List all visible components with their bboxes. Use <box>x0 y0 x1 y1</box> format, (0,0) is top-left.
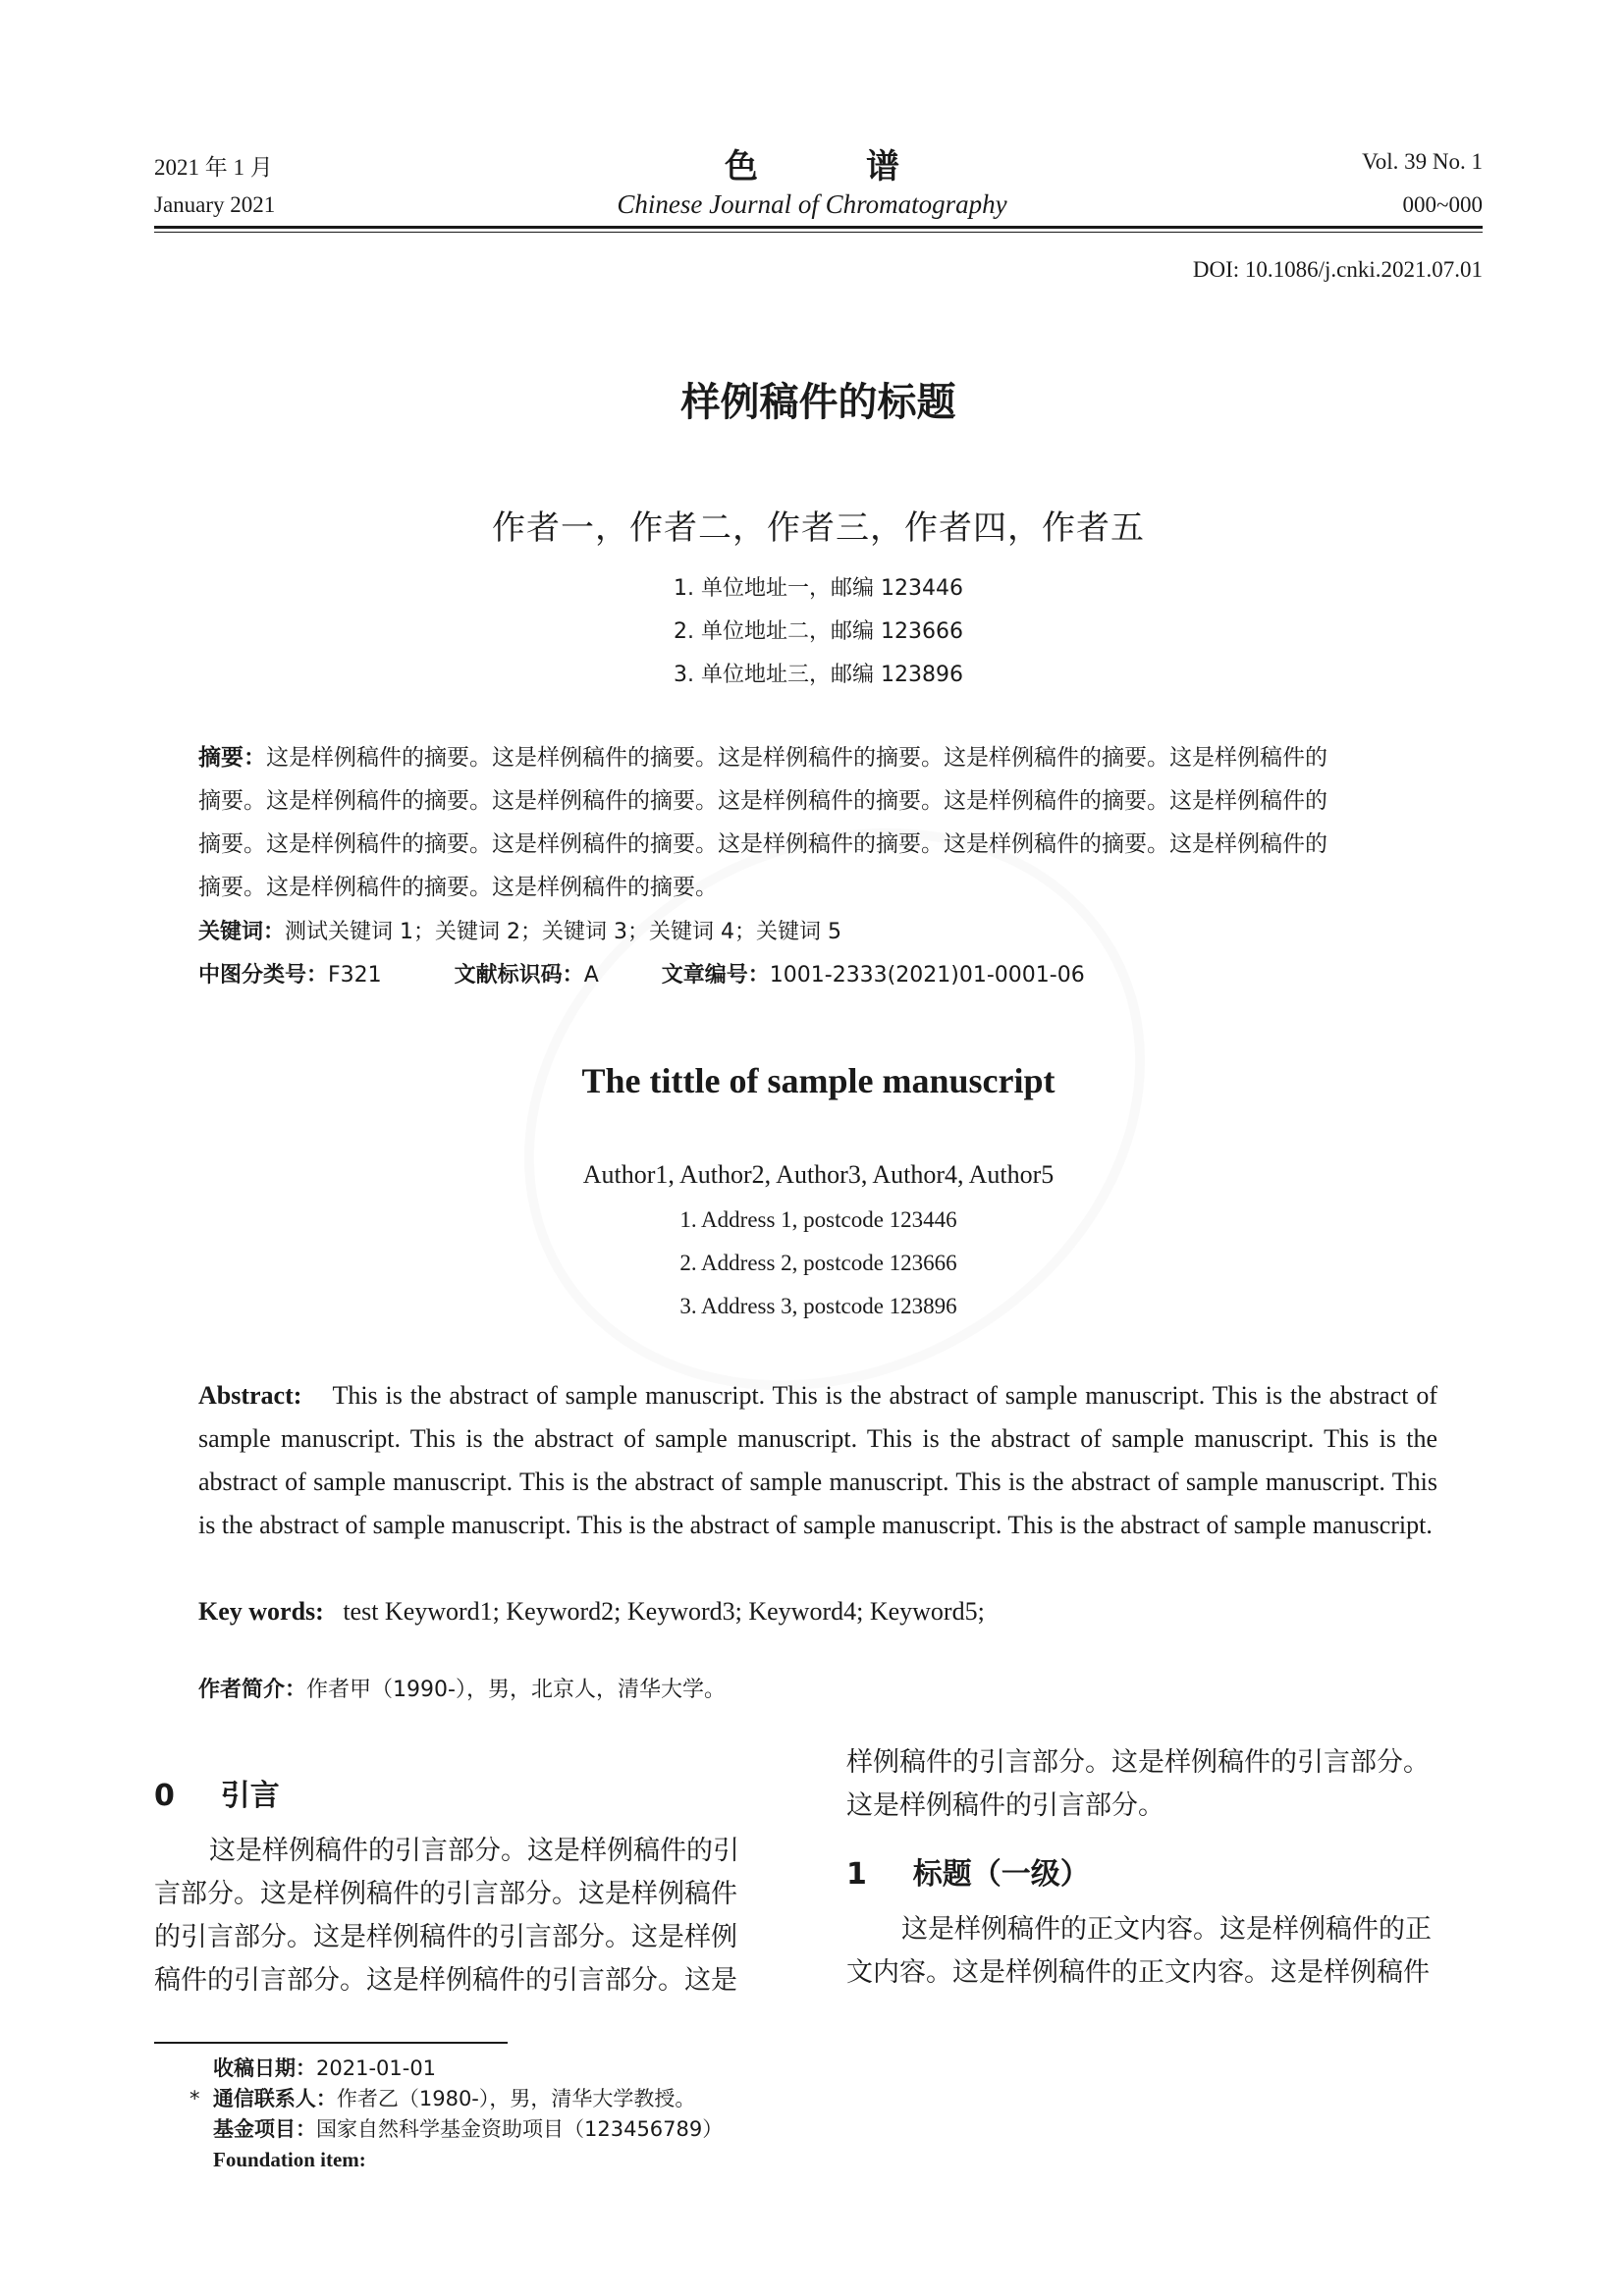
footnote-corresponding: * 通信联系人：作者乙（1980-），男，清华大学教授。 <box>189 2087 696 2110</box>
section-1-number: 1 <box>846 1857 867 1892</box>
section-0-heading <box>154 1771 280 1814</box>
header-date-en: January 2021 <box>154 192 276 217</box>
article-number-value: 1001-2333(2021)01-0001-06 <box>769 963 1085 988</box>
footnote-received: 收稿日期：2021-01-01 <box>213 2056 437 2080</box>
header-rule-top <box>154 226 1483 229</box>
header-pages: 000~000 <box>1402 192 1483 217</box>
section-1-heading <box>846 1849 1090 1893</box>
footnote-asterisk: * <box>189 2087 200 2110</box>
section-1-line-2: 文内容。这是样例稿件的正文内容。这是样例稿件 <box>846 1957 1430 1988</box>
header-rule-bottom <box>154 232 1483 233</box>
intro-cont-line-1: 样例稿件的引言部分。这是样例稿件的引言部分。 <box>846 1747 1430 1778</box>
abstract-cn-line-2: 摘要。这是样例稿件的摘要。这是样例稿件的摘要。这是样例稿件的摘要。这是样例稿件的摘要。这是样例稿件的 <box>198 788 1327 814</box>
keywords-en-value: test Keyword1; Keyword2; Keyword3; Keyword4; Keyword5; <box>343 1597 985 1626</box>
section-0-title: 引言 <box>220 1779 280 1813</box>
doi: DOI: 10.1086/j.cnki.2021.07.01 <box>1192 257 1483 282</box>
clc-label: 中图分类号： <box>198 963 329 988</box>
keywords-cn-value: 测试关键词 1；关键词 2；关键词 3；关键词 4；关键词 5 <box>285 920 841 944</box>
doc-code-label: 文献标识码： <box>454 963 584 988</box>
section-0-number: 0 <box>154 1779 175 1813</box>
footnote-rule <box>154 2042 508 2044</box>
classification-line <box>198 958 1465 988</box>
section-1-line-1: 这是样例稿件的正文内容。这是样例稿件的正 <box>901 1914 1432 1945</box>
section-0-line-3: 的引言部分。这是样例稿件的引言部分。这是样例 <box>154 1922 737 1952</box>
affiliation-cn-1: 1. 单位地址一，邮编 123446 <box>674 576 963 601</box>
affiliation-en-3: 3. Address 3, postcode 123896 <box>679 1294 957 1318</box>
section-0-body <box>154 1830 792 2002</box>
abstract-cn-line-1: 摘要：这是样例稿件的摘要。这是样例稿件的摘要。这是样例稿件的摘要。这是样例稿件的摘要。这是样例稿件的 <box>198 745 1327 771</box>
section-0-line-4: 稿件的引言部分。这是样例稿件的引言部分。这是 <box>154 1965 737 1996</box>
section-1-title: 标题（一级） <box>912 1857 1090 1892</box>
author-bio <box>198 1673 1465 1703</box>
intro-cont-line-2: 这是样例稿件的引言部分。 <box>846 1790 1164 1821</box>
authors-en: Author1, Author2, Author3, Author4, Author5 <box>582 1160 1055 1189</box>
abstract-en-label: Abstract: <box>198 1381 302 1410</box>
abstract-cn-label: 摘要： <box>198 745 266 771</box>
authors-cn: 作者一，作者二，作者三，作者四，作者五 <box>492 510 1145 547</box>
article-number-label: 文章编号： <box>661 963 770 988</box>
keywords-en <box>198 1590 1465 1633</box>
header-date-cn: 2021 年 1 月 <box>154 155 273 180</box>
section-0-line-2: 言部分。这是样例稿件的引言部分。这是样例稿件 <box>154 1879 737 1909</box>
abstract-cn-line-3: 摘要。这是样例稿件的摘要。这是样例稿件的摘要。这是样例稿件的摘要。这是样例稿件的摘要。这是样例稿件的 <box>198 831 1327 857</box>
abstract-cn <box>198 736 1465 909</box>
abstract-en <box>198 1374 1437 1547</box>
section-1-body <box>846 1908 1494 1995</box>
title-en: The tittle of sample manuscript <box>581 1061 1056 1100</box>
footnotes <box>154 2054 841 2175</box>
affiliation-cn-2: 2. 单位地址二，邮编 123666 <box>674 619 963 644</box>
abstract-en-text: This is the abstract of sample manuscript. This is the abstract of sample manuscript. This is the abstract of sample manuscript. This is the abstract of sample manuscript. This is the abstract of sample manuscript. This is the abstract of sample manuscript. This is the abstract of sample manuscript. This is the abstract of sample manuscript. This is the abstract of sample manuscript. This is the abstract of sample manuscript. This is the abstract of sample manuscript. <box>198 1381 1437 1539</box>
affiliation-en-2: 2. Address 2, postcode 123666 <box>679 1251 957 1275</box>
doc-code-value: A <box>583 963 599 988</box>
author-bio-value: 作者甲（1990-），男，北京人，清华大学。 <box>306 1678 726 1702</box>
abstract-cn-line-4: 摘要。这是样例稿件的摘要。这是样例稿件的摘要。 <box>198 875 718 900</box>
journal-title-cn: 色谱 <box>725 147 1007 187</box>
keywords-cn <box>198 915 1465 945</box>
title-cn: 样例稿件的标题 <box>680 380 956 425</box>
affiliation-cn-3: 3. 单位地址三，邮编 123896 <box>674 663 963 687</box>
footnote-fund: 基金项目：国家自然科学基金资助项目（123456789） <box>213 2117 724 2141</box>
journal-title-en: Chinese Journal of Chromatography <box>617 189 1007 219</box>
keywords-cn-label: 关键词： <box>198 920 286 944</box>
keywords-en-label: Key words: <box>198 1597 324 1626</box>
footnote-foundation: Foundation item: <box>213 2148 366 2171</box>
affiliation-en-1: 1. Address 1, postcode 123446 <box>679 1207 957 1232</box>
author-bio-label: 作者简介： <box>198 1678 307 1702</box>
section-0-line-1: 这是样例稿件的引言部分。这是样例稿件的引 <box>209 1836 739 1866</box>
clc-value: F321 <box>328 963 382 988</box>
section-0-continued <box>846 1741 1494 1828</box>
header-volume: Vol. 39 No. 1 <box>1362 149 1483 174</box>
